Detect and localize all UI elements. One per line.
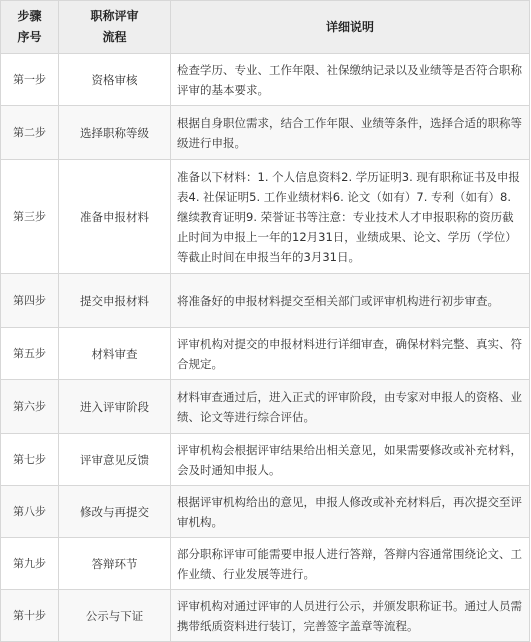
table-row bbox=[1, 328, 530, 380]
table-row bbox=[1, 590, 530, 642]
table-row bbox=[1, 160, 530, 274]
header-step-line2: 序号 bbox=[17, 30, 42, 44]
detail-cell: 准备以下材料：1. 个人信息资料2. 学历证明3. 现有职称证书及申报表4. 社保证明5. 工作业绩材料6. 论文（如有）7. 专利（如有）8. 继续教育证明9. 荣誉证书等注意：专业技术人才申报职称的资历截止时间为申报上一年的12月31日，业绩成果、论文、学历（学位）等截止时间在申报当年的3月31日。 bbox=[171, 160, 530, 274]
header-detail: 详细说明 bbox=[171, 1, 530, 54]
detail-cell: 评审机构对通过评审的人员进行公示，并颁发职称证书。通过人员需携带纸质资料进行装订，完善签字盖章等流程。 bbox=[171, 590, 530, 642]
header-step-line1: 步骤 bbox=[17, 9, 42, 23]
process-name-cell: 选择职称等级 bbox=[59, 106, 171, 160]
step-cell: 第七步 bbox=[1, 434, 59, 486]
step-cell: 第五步 bbox=[1, 328, 59, 380]
header-name-line2: 流程 bbox=[102, 30, 127, 44]
detail-cell: 评审机构会根据评审结果给出相关意见，如果需要修改或补充材料，会及时通知申报人。 bbox=[171, 434, 530, 486]
step-cell: 第六步 bbox=[1, 380, 59, 434]
table-row bbox=[1, 106, 530, 160]
step-cell: 第九步 bbox=[1, 538, 59, 590]
table-row bbox=[1, 54, 530, 106]
step-cell: 第十步 bbox=[1, 590, 59, 642]
header-name-line1: 职称评审 bbox=[90, 9, 139, 23]
process-name-cell: 修改与再提交 bbox=[59, 486, 171, 538]
detail-cell: 检查学历、专业、工作年限、社保缴纳记录以及业绩等是否符合职称评审的基本要求。 bbox=[171, 54, 530, 106]
process-name-cell: 资格审核 bbox=[59, 54, 171, 106]
step-cell: 第二步 bbox=[1, 106, 59, 160]
process-name-cell: 评审意见反馈 bbox=[59, 434, 171, 486]
table-row bbox=[1, 380, 530, 434]
process-name-cell: 答辩环节 bbox=[59, 538, 171, 590]
detail-cell: 材料审查通过后，进入正式的评审阶段，由专家对申报人的资格、业绩、论文等进行综合评估。 bbox=[171, 380, 530, 434]
detail-cell: 根据自身职位需求，结合工作年限、业绩等条件，选择合适的职称等级进行申报。 bbox=[171, 106, 530, 160]
detail-cell: 评审机构对提交的申报材料进行详细审查，确保材料完整、真实、符合规定。 bbox=[171, 328, 530, 380]
table-body bbox=[1, 54, 530, 642]
process-name-cell: 公示与下证 bbox=[59, 590, 171, 642]
detail-cell: 根据评审机构给出的意见，申报人修改或补充材料后，再次提交至评审机构。 bbox=[171, 486, 530, 538]
step-cell: 第四步 bbox=[1, 274, 59, 328]
process-name-cell: 提交申报材料 bbox=[59, 274, 171, 328]
detail-cell: 将准备好的申报材料提交至相关部门或评审机构进行初步审查。 bbox=[171, 274, 530, 328]
header-step-number bbox=[1, 1, 59, 54]
table-row bbox=[1, 434, 530, 486]
header-row bbox=[1, 1, 530, 54]
table-header bbox=[1, 1, 530, 54]
step-cell: 第八步 bbox=[1, 486, 59, 538]
table-row bbox=[1, 486, 530, 538]
table-row bbox=[1, 274, 530, 328]
process-name-cell: 进入评审阶段 bbox=[59, 380, 171, 434]
process-name-cell: 材料审查 bbox=[59, 328, 171, 380]
step-cell: 第一步 bbox=[1, 54, 59, 106]
detail-cell: 部分职称评审可能需要申报人进行答辩，答辩内容通常围绕论文、工作业绩、行业发展等进行。 bbox=[171, 538, 530, 590]
header-process-name bbox=[59, 1, 171, 54]
step-cell: 第三步 bbox=[1, 160, 59, 274]
process-name-cell: 准备申报材料 bbox=[59, 160, 171, 274]
table-row bbox=[1, 538, 530, 590]
